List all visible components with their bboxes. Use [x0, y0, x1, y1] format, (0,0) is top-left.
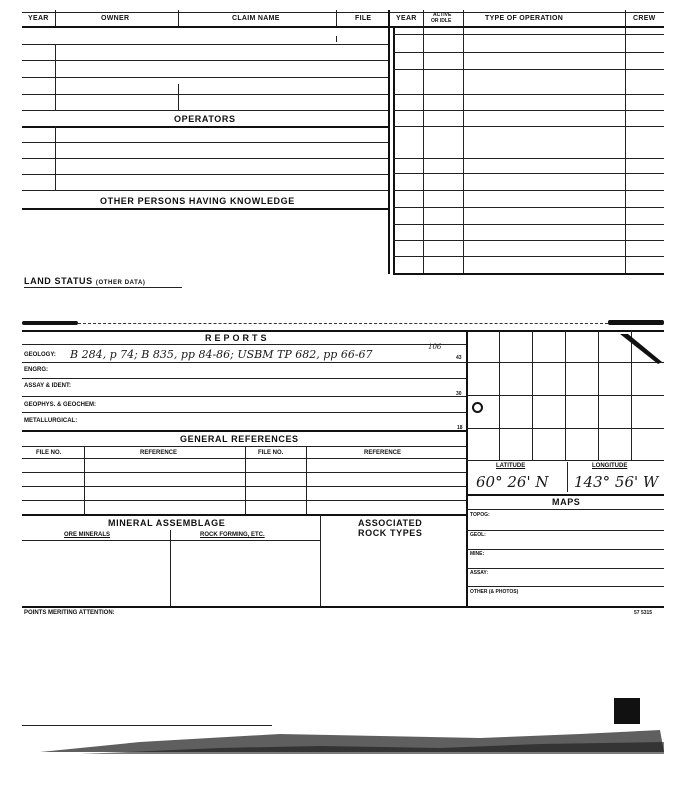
rock-types-label: ROCK TYPES: [358, 528, 423, 538]
maps-other: OTHER (& PHOTOS): [470, 589, 519, 595]
engrg-label: ENGRG:: [24, 367, 48, 373]
maps-assay: ASSAY:: [470, 570, 489, 576]
maps-topog: TOPOG:: [470, 512, 490, 518]
longitude-label: LONGITUDE: [592, 463, 628, 469]
col-file-no-2: FILE NO.: [258, 450, 284, 456]
header-crew: CREW: [633, 15, 656, 22]
latitude-label: LATITUDE: [496, 463, 526, 469]
header-type-of-operation: TYPE OF OPERATION: [485, 15, 564, 22]
latitude-value: 60° 26' N: [476, 473, 549, 491]
header-year: YEAR: [28, 15, 49, 22]
assay-label: ASSAY & IDENT:: [24, 383, 72, 389]
header-active: ACTIVE: [433, 12, 452, 18]
points-meriting-label: POINTS MERITING ATTENTION:: [24, 610, 115, 616]
ore-minerals-label: ORE MINERALS: [64, 532, 111, 538]
geology-num: 43: [456, 355, 462, 361]
reports-title: REPORTS: [205, 333, 270, 343]
location-marker-icon: [472, 402, 483, 413]
land-status-label: LAND STATUS (OTHER DATA): [24, 276, 146, 286]
black-square-mark: [614, 698, 640, 724]
associated-label: ASSOCIATED: [358, 518, 423, 528]
geology-label: GEOLOGY:: [24, 352, 56, 358]
header-claim-name: CLAIM NAME: [232, 15, 280, 22]
maps-title: MAPS: [552, 497, 581, 507]
col-reference-2: REFERENCE: [364, 450, 402, 456]
maps-mine: MINE:: [470, 551, 485, 557]
header-or-idle: OR IDLE: [431, 18, 452, 24]
header-owner: OWNER: [101, 15, 130, 22]
header-file: FILE: [355, 15, 372, 22]
maps-geol: GEOL:: [470, 532, 486, 538]
col-file-no: FILE NO.: [36, 450, 62, 456]
form-number: 57 5315: [634, 610, 653, 616]
longitude-value: 143° 56' W: [574, 473, 659, 491]
rock-forming-label: ROCK FORMING, ETC.: [200, 532, 265, 538]
metallurgical-label: METALLURGICAL:: [24, 418, 78, 424]
geology-sup: 106: [428, 343, 442, 351]
assay-num: 30: [456, 391, 462, 397]
header-year-2: YEAR: [396, 15, 417, 22]
geology-value: B 284, p 74; B 835, pp 84-86; USBM TP 682, pp 66-67: [70, 348, 373, 361]
metallurgical-num: 18: [457, 425, 463, 431]
operators-heading: OPERATORS: [174, 114, 236, 124]
binder-edge: [22, 320, 664, 326]
other-persons-heading: OTHER PERSONS HAVING KNOWLEDGE: [100, 196, 295, 206]
mineral-assemblage-title: MINERAL ASSEMBLAGE: [108, 518, 226, 528]
col-reference: REFERENCE: [140, 450, 178, 456]
geophys-label: GEOPHYS. & GEOCHEM:: [24, 402, 97, 408]
general-references-title: GENERAL REFERENCES: [180, 434, 299, 444]
